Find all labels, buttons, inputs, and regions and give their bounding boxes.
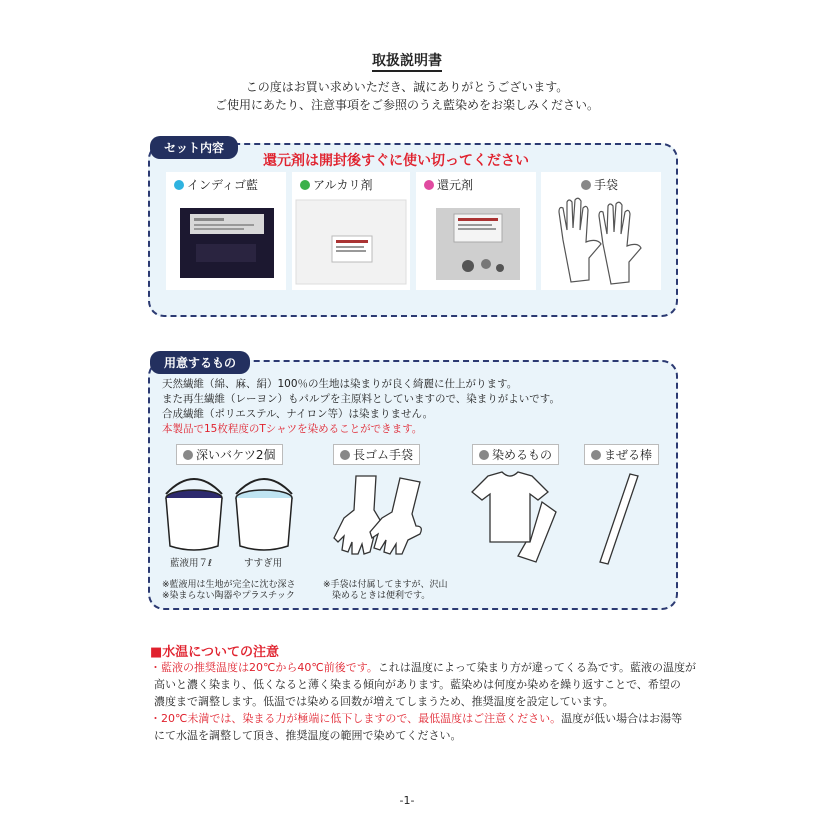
dot-icon [340, 450, 350, 460]
page-number: -1- [399, 794, 415, 807]
temperature-text: 温度が低い場合はお湯等 [561, 712, 683, 725]
fiber-note-3: 合成繊維（ポリエステル、ナイロン等）は染まりません。 [162, 408, 434, 420]
tool-label-long-gloves [333, 444, 420, 465]
dot-icon [183, 450, 193, 460]
intro-line-1: この度はお買い求めいただき、誠にありがとうございます。 [245, 80, 569, 94]
item-label-alkali: アルカリ剤 [313, 178, 373, 192]
temperature-para-5: にて水温を調整して頂き、推奨温度の範囲で染めてください。 [154, 729, 462, 742]
item-label-indigo: インディゴ藍 [187, 178, 259, 192]
bucket-label-dye: 藍液用７ℓ [170, 558, 212, 569]
tool-label-text: 深いバケツ2個 [196, 448, 276, 462]
recommended-temp-text: ・藍液の推奨温度は20℃から40℃前後です。 [150, 661, 378, 674]
long-gloves-icon [330, 470, 430, 560]
reducer-warning: 還元剤は開封後すぐに使い切ってください [263, 153, 529, 169]
gloves-icon [541, 172, 661, 290]
item-card-reducer [416, 172, 536, 290]
bucket-note-2: ※染まらない陶器やプラスチック [162, 591, 295, 601]
item-label-reducer: 還元剤 [437, 178, 474, 192]
glove-note-1: ※手袋は付属してますが、沢山 [323, 580, 448, 590]
item-card-indigo [166, 172, 286, 290]
intro-line-2: ご使用にあたり、注意事項をご参照のうえ藍染めをお楽しみください。 [214, 98, 599, 112]
fiber-note-1: 天然繊維（綿、麻、絹）100％の生地は染まりが良く綺麗に仕上がります。 [162, 378, 518, 390]
tool-label-buckets [176, 444, 283, 465]
temperature-para-3: 濃度まで調整します。低温では染める回数が増えてしまうため、推奨温度を設定しています。 [154, 695, 614, 708]
alkali-pack-image [292, 172, 410, 290]
indigo-pack-image [166, 172, 286, 290]
tool-label-fabric [472, 444, 559, 465]
temperature-para-4 [150, 710, 682, 727]
item-label-gloves: 手袋 [594, 178, 619, 192]
item-card-alkali [292, 172, 410, 290]
tool-label-text: まぜる棒 [604, 448, 653, 462]
dot-icon [591, 450, 601, 460]
temperature-para-2: 高いと濃く染まり、低くなると薄く染まる傾向があります。藍染めは何度か染めを繰り返すことで、希望の [154, 678, 681, 691]
temperature-heading: ■水温についての注意 [150, 645, 280, 660]
temperature-para-1 [150, 659, 696, 676]
capacity-note: 本製品で15枚程度のTシャツを染めることができます。 [162, 423, 423, 435]
prepare-tab: 用意するもの [150, 351, 250, 374]
item-card-gloves [541, 172, 661, 290]
fiber-note-2: また再生繊維（レーヨン）もパルプを主原料としていますので、染まりがよいです。 [162, 393, 560, 405]
set-contents-tab: セット内容 [150, 136, 238, 159]
glove-note-2: 染めるときは便利です。 [332, 591, 431, 601]
reducer-pack-image [416, 172, 536, 290]
document-title: 取扱説明書 [0, 50, 814, 70]
tool-label-text: 長ゴム手袋 [353, 448, 414, 462]
bucket-note-1: ※藍液用は生地が完全に沈む深さ [162, 580, 296, 590]
tool-label-stir-stick [584, 444, 659, 465]
bucket-label-rinse: すすぎ用 [244, 558, 283, 569]
dot-icon [479, 450, 489, 460]
stir-stick-icon [594, 470, 644, 570]
tool-label-text: 染めるもの [492, 448, 553, 462]
tshirt-icon [466, 470, 562, 566]
buckets-icon [158, 468, 304, 560]
temperature-text: これは温度によって染まり方が違ってくる為です。藍液の温度が [377, 661, 696, 674]
minimum-temp-warning: ・20℃未満では、染まる力が極端に低下しますので、最低温度はご注意ください。 [150, 712, 562, 725]
